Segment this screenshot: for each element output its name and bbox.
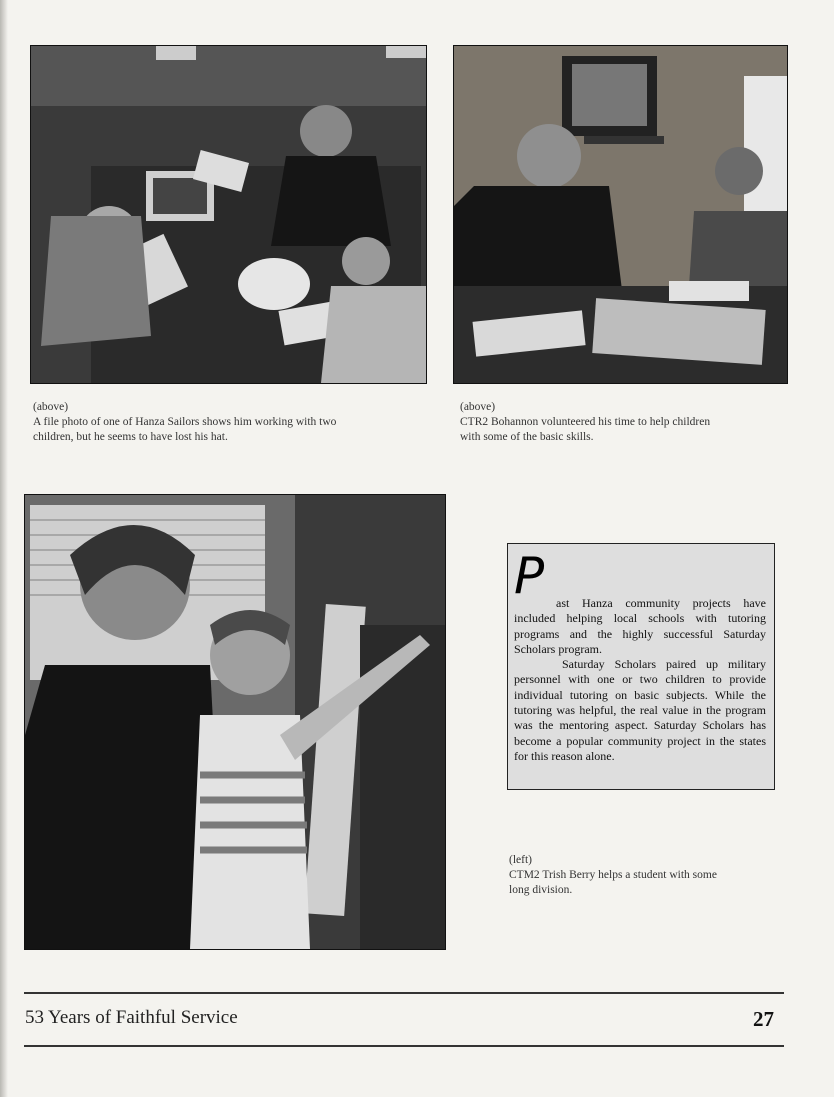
sidebar-article-box: [507, 543, 775, 790]
caption-label: (above): [33, 401, 69, 413]
caption-line: long division.: [509, 884, 573, 896]
caption-top-left: [33, 400, 336, 445]
caption-line: with some of the basic skills.: [460, 431, 594, 443]
footer-title: 53 Years of Faithful Service: [25, 1007, 238, 1028]
footer-rule-bottom: [24, 1045, 784, 1047]
sidebar-paragraph-2: Saturday Scholars paired up military personnel with one or two children to provide individual tutoring on basic subjects. While the tutoring was helpful, the real value in the program was the mentoring aspect. Saturday Scholars has become a popular community project in the states for this reason alone.: [514, 657, 766, 763]
caption-label: (left): [509, 854, 532, 866]
page-number: 27: [753, 1007, 774, 1031]
photo-sailor-with-two-children: [30, 45, 427, 384]
drop-cap: P: [514, 547, 545, 605]
sidebar-paragraph-1: ast Hanza community projects have included helping local schools with tutoring programs and the highly successful Saturday Scholars program.: [514, 596, 766, 656]
caption-line: A file photo of one of Hanza Sailors shows him working with two: [33, 416, 337, 428]
caption-top-right: [460, 400, 710, 445]
photo-bohannon-tutoring: [453, 45, 788, 384]
caption-label: (above): [460, 401, 496, 413]
page-gutter-shadow: [0, 0, 8, 1097]
caption-line: CTM2 Trish Berry helps a student with some: [509, 869, 717, 881]
footer-rule-top: [24, 992, 784, 994]
caption-line: CTR2 Bohannon volunteered his time to help children: [460, 416, 711, 428]
caption-line: children, but he seems to have lost his hat.: [33, 431, 228, 443]
photo-trish-berry-chalkboard: [24, 494, 446, 950]
caption-bottom-right: [509, 853, 717, 898]
